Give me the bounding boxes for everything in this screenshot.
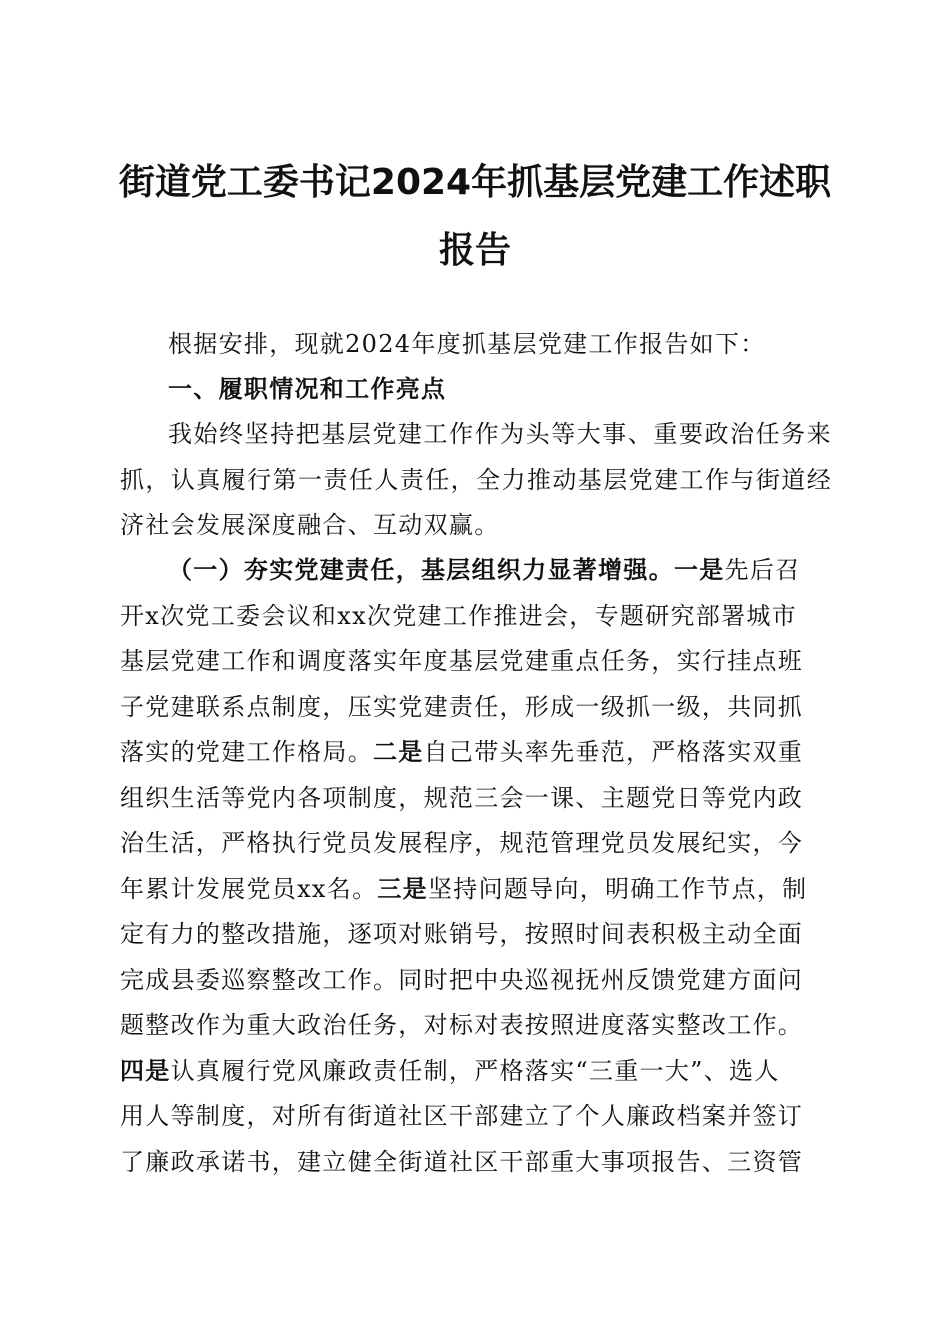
point-label-2: 二是 [373, 738, 424, 766]
subheading-bold: （一）夯实党建责任，基层组织力显著增强。 [168, 556, 674, 584]
paragraph-line: 完成县委巡察整改工作。同时把中央巡视抚州反馈党建方面问 [120, 965, 804, 994]
point-label-3: 三是 [377, 874, 428, 903]
paragraph-party-responsibility [120, 548, 832, 1185]
point-text: 先后召 [724, 556, 801, 584]
paragraph-line: 定有力的整改措施，逐项对账销号，按照时间表积极主动全面 [120, 920, 804, 948]
point-text: 坚持问题导向，明确工作节点，制 [427, 874, 808, 903]
paragraph-line: 了廉政承诺书，建立健全街道社区干部重大事项报告、三资管 [120, 1147, 804, 1176]
paragraph-line [120, 1049, 832, 1095]
document-title-line-2: 报告 [438, 230, 511, 271]
paragraph-line: 组织生活等党内各项制度，规范三会一课、主题党日等党内政 [120, 783, 804, 812]
paragraph-line: 子党建联系点制度，压实党建责任，形成一级抓一级，共同抓 [120, 692, 804, 721]
point-label-4: 四是 [120, 1056, 171, 1085]
point-label-1: 一是 [674, 556, 725, 584]
paragraph-line [120, 867, 832, 913]
point-text: 落实的党建工作格局。 [120, 738, 373, 766]
paragraph-line: 开x次党工委会议和xx次党建工作推进会，专题研究部署城市 [120, 601, 798, 630]
paragraph-line: 题整改作为重大政治任务，对标对表按照进度落实整改工作。 [120, 1011, 804, 1039]
paragraph-line [120, 730, 832, 776]
paragraph-line: 用人等制度，对所有街道社区干部建立了个人廉政档案并签订 [120, 1102, 804, 1130]
paragraph-line [120, 548, 832, 594]
paragraph-line: 治生活，严格执行党员发展程序，规范管理党员发展纪实，今 [120, 829, 804, 857]
intro-paragraph: 根据安排，现就2024年度抓基层党建工作报告如下： [168, 330, 766, 358]
point-text: 自己带头率先垂范，严格落实双重 [423, 738, 804, 766]
point-text: 认真履行党风廉政责任制，严格落实“三重一大”、选人 [170, 1056, 780, 1085]
paragraph-overview: 我始终坚持把基层党建工作作为头等大事、重要政治任务来抓，认真履行第一责任人责任，全力推动基层党建工作与街道经济社会发展深度融合、互动双赢。 [120, 420, 832, 539]
section-heading-1: 一、履职情况和工作亮点 [168, 375, 447, 403]
document-title-line-1: 街道党工委书记2024年抓基层党建工作述职 [118, 162, 832, 203]
point-text: 年累计发展党员xx名。 [120, 874, 378, 903]
paragraph-line: 基层党建工作和调度落实年度基层党建重点任务，实行挂点班 [120, 647, 804, 675]
